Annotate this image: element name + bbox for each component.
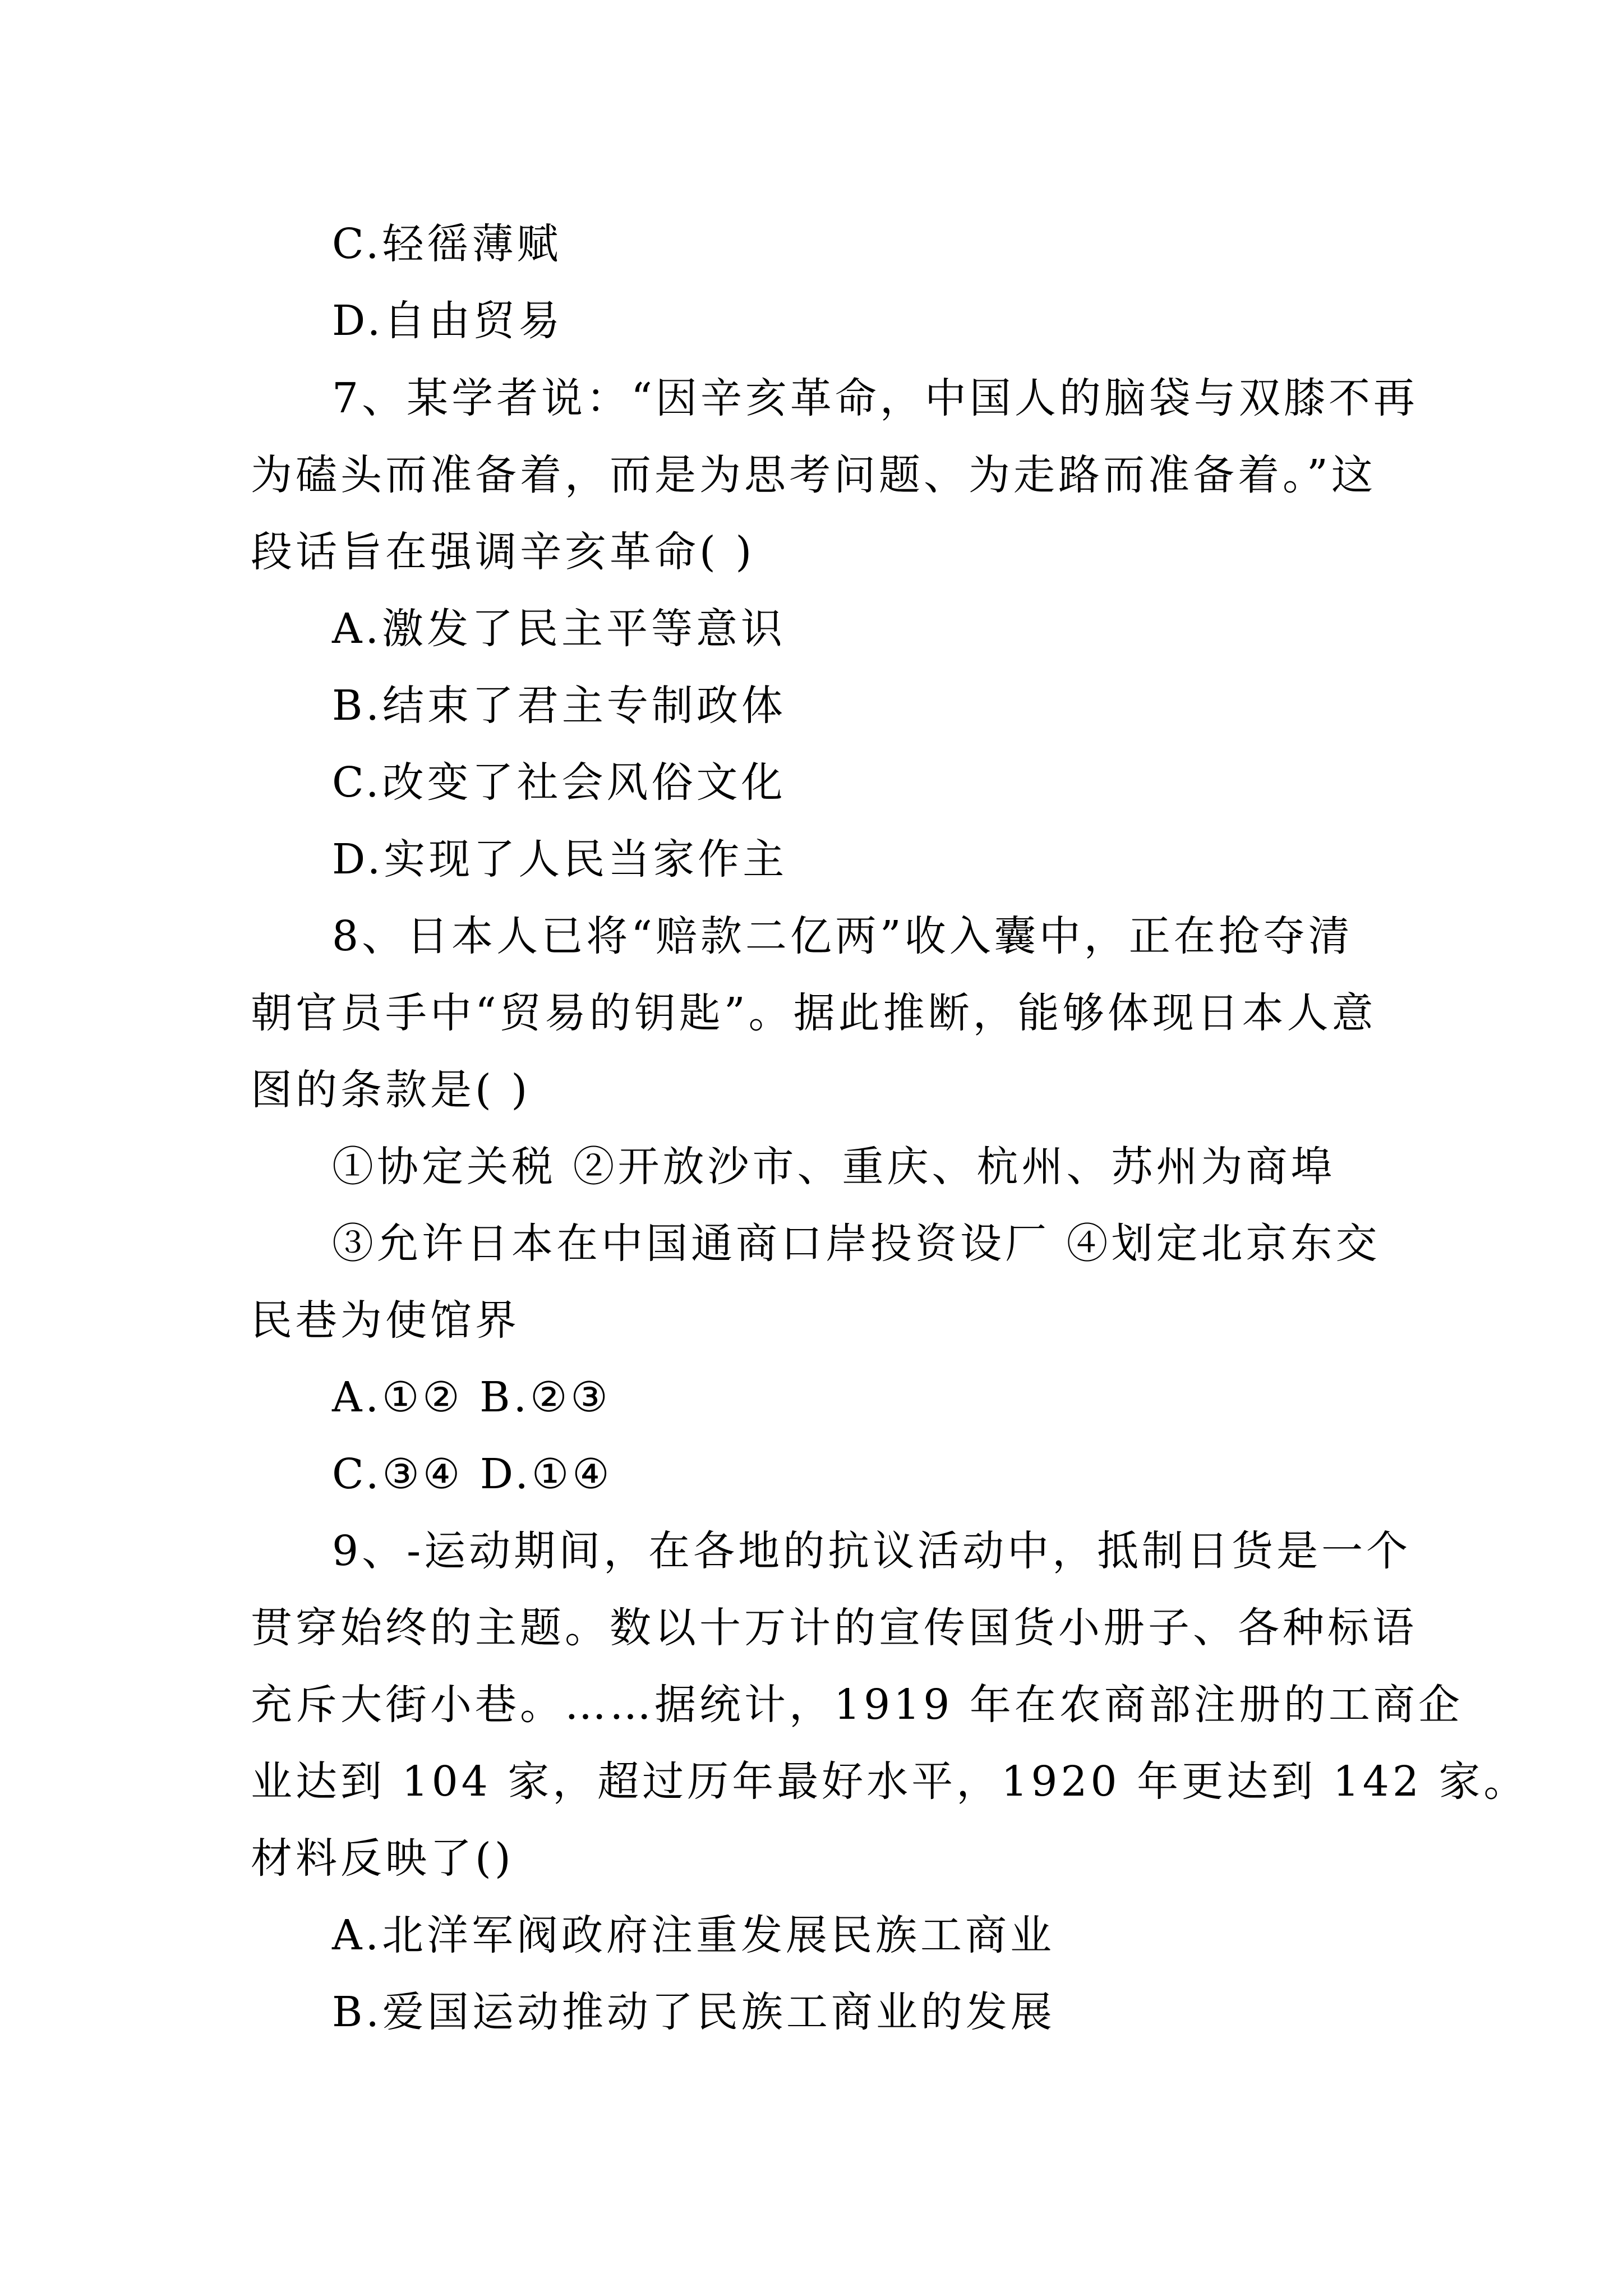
- q7-stem-line-1: 7、某学者说：“因辛亥革命，中国人的脑袋与双膝不再: [332, 374, 1418, 422]
- q8-options-ab: A.①② B.②③: [332, 1373, 611, 1421]
- q8-options-cd: C.③④ D.①④: [332, 1450, 613, 1498]
- q7-option-d: D.实现了人民当家作主: [332, 835, 788, 884]
- q8-stem-line-2: 朝官员手中“贸易的钥匙”。据此推断，能够体现日本人意: [251, 989, 1377, 1037]
- q9-stem-line-5: 材料反映了(): [251, 1834, 514, 1883]
- q8-stem-line-1: 8、日本人已将“赔款二亿两”收入囊中，正在抢夺清: [332, 912, 1353, 960]
- q6-option-c: C.轻徭薄赋: [332, 220, 562, 268]
- q9-stem-line-1: 9、-运动期间，在各地的抗议活动中，抵制日货是一个: [332, 1527, 1412, 1575]
- q7-stem-line-2: 为磕头而准备着，而是为思考问题、为走路而准备着。”这: [251, 451, 1376, 499]
- q9-option-a: A.北洋军阀政府注重发展民族工商业: [332, 1911, 1055, 1959]
- q8-item-line-2: ③允许日本在中国通商口岸投资设厂 ④划定北京东交: [332, 1220, 1381, 1268]
- q8-item-line-3: 民巷为使馆界: [251, 1296, 520, 1345]
- q7-option-a: A.激发了民主平等意识: [332, 605, 786, 653]
- q9-stem-line-4: 业达到 104 家，超过历年最好水平，1920 年更达到 142 家。: [251, 1757, 1529, 1806]
- q9-stem-line-2: 贯穿始终的主题。数以十万计的宣传国货小册子、各种标语: [251, 1604, 1417, 1652]
- q7-option-b: B.结束了君主专制政体: [332, 682, 786, 730]
- q9-stem-line-3: 充斥大街小巷。……据统计，1919 年在农商部注册的工商企: [251, 1681, 1463, 1729]
- q8-item-line-1: ①协定关税 ②开放沙市、重庆、杭州、苏州为商埠: [332, 1143, 1336, 1191]
- q8-stem-line-3: 图的条款是( ): [251, 1066, 531, 1114]
- q9-option-b: B.爱国运动推动了民族工商业的发展: [332, 1988, 1055, 2036]
- q7-option-c: C.改变了社会风俗文化: [332, 758, 786, 807]
- q6-option-d: D.自由贸易: [332, 297, 564, 345]
- q7-stem-line-3: 段话旨在强调辛亥革命( ): [251, 528, 755, 576]
